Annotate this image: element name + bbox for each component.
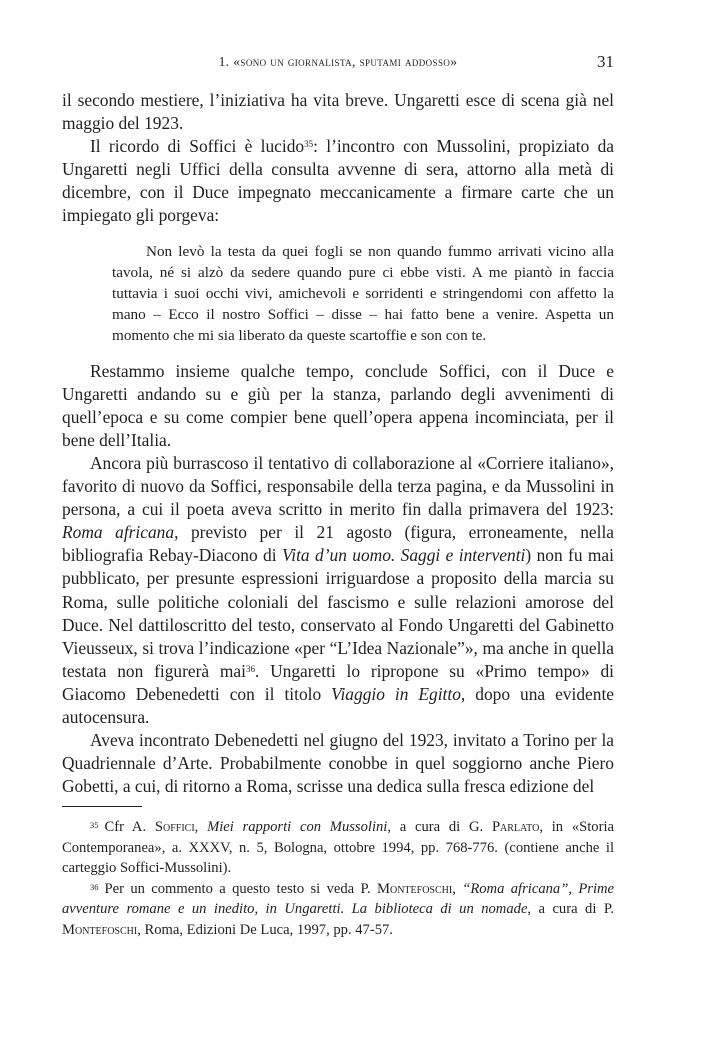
footnote-ref[interactable]: 35 — [304, 139, 314, 150]
work-title: Vita d’un uomo. Saggi e interventi — [281, 545, 526, 566]
running-head — [62, 52, 614, 74]
paragraph: Ancora più burrascoso il tentativo di collaborazione al «Corriere italiano», favorito di nuovo da Soffici, responsabile della terza pagina, e da Mussolini in persona, a cui il poeta aveva scritto in merito fin dalla primavera del 1923: Roma africana, previsto per il 21 agosto (figura, erroneamente, nella bibliografia Rebay-Diacono di Vita d’un uomo. Saggi e interventi) non fu mai pubblicato, per presunte espressioni irriguardose a proposito della marcia su Roma, sulle politiche coloniali del fascismo e sulle relazioni amorose del Duce. Nel dattiloscritto del testo, conservato al Fondo Ungaretti del Gabinetto Vieusseux, si trova l’indicazione «per “L’Idea Nazionale”», ma anche in quella testata non figurerà mai$^{36}$. Ungaretti lo ripropone su «Primo tempo» di Giacomo Debenedetti con il titolo Viaggio in Egitto, dopo una evidente autocensura. — [62, 452, 614, 727]
work-title: Viaggio in Egitto — [331, 683, 461, 704]
footnote-separator — [62, 806, 142, 807]
footnote: $^{35}$ Cfr A. Soffici, Miei rapporti con Mussolini, a cura di G. Parlato, in «Storia Contemporanea», a. XXXV, n. 5, Bologna, ottobre 1994, pp. 768-776. (contiene anche il carteggio Soffici-Mussolini). — [62, 819, 614, 876]
block-quote: Non levò la testa da quei fogli se non quando fummo arrivati vicino alla tavola, né si alzò da sedere quando pure ci ebbe visti. A me piantò in faccia tuttavia i suoi occhi vivi, amichevoli e sorridenti e stringendomi con affetto la mano – Ecco il nostro Soffici – disse – hai fatto bene a venire. Aspetta un momento che mi sia liberato da queste scartoffie e son con te. — [112, 242, 614, 345]
footnote-number: 36 — [90, 881, 99, 892]
footnote-ref[interactable]: 36 — [245, 663, 255, 674]
chapter-title: 1. «sono un giornalista, sputami addosso» — [218, 54, 458, 69]
work-title: Roma africana — [62, 522, 175, 543]
paragraph: il secondo mestiere, l’iniziativa ha vita breve. Ungaretti esce di scena già nel maggio del 1923. — [62, 90, 614, 134]
paragraph: Restammo insieme qualche tempo, conclude Soffici, con il Duce e Ungaretti andando su e giù per la stanza, parlando degli avvenimenti di quell’epoca e su come compier bene quell’opera appena incominciata, per il bene dell’Italia. — [62, 360, 614, 450]
body-text — [62, 89, 614, 798]
page-number: 31 — [597, 52, 614, 71]
paragraph: Aveva incontrato Debenedetti nel giugno del 1923, invitato a Torino per la Quadriennale d’Arte. Probabilmente conobbe in quel soggiorno anche Piero Gobetti, a cui, di ritorno a Roma, scrisse una dedica sulla fresca edizione del — [62, 730, 614, 797]
footnote-number: 35 — [90, 820, 99, 830]
paragraph: Il ricordo di Soffici è lucido$^{35}$: l’incontro con Mussolini, propiziato da Ungaretti negli Uffici della consulta avvenne di sera, attorno alla metà di dicembre, con il Duce impegnato meccanicamente a firmare carte che un impiegato gli porgeva: — [62, 136, 615, 226]
footnote: $^{36}$ Per un commento a questo testo si veda P. Montefoschi, “Roma africana”, Prime avventure romane e un inedito, in Ungaretti. La biblioteca di un nomade, a cura di P. Montefoschi, Roma, Edizioni De Luca, 1997, pp. 47-57. — [62, 880, 615, 938]
footnotes — [62, 817, 614, 940]
